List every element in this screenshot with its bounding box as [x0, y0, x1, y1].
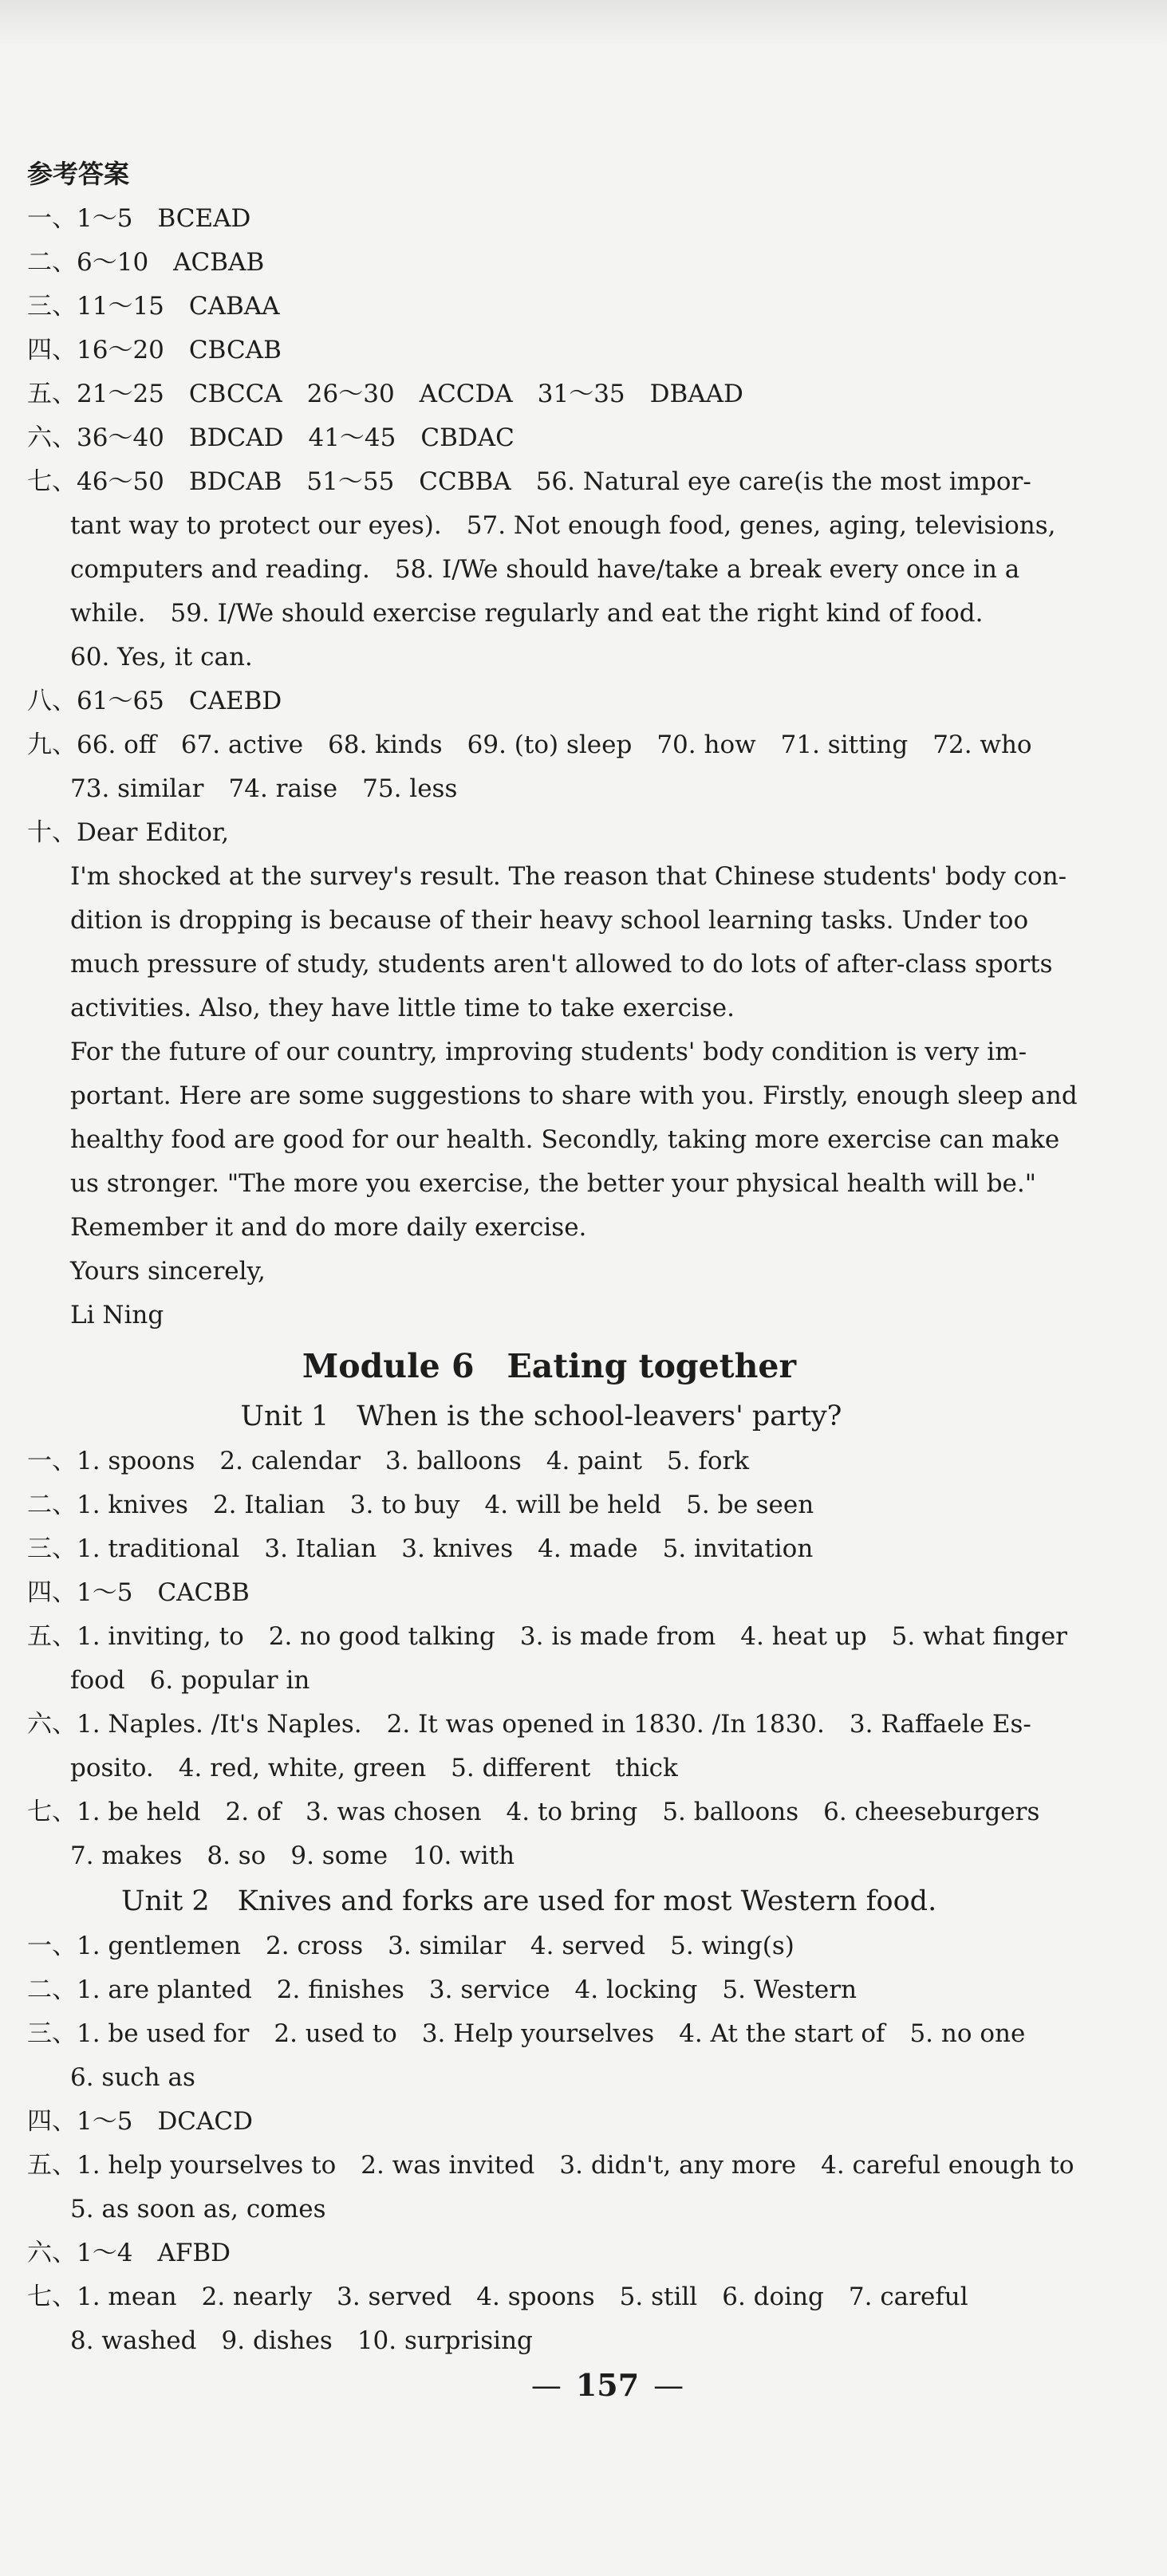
essay-line: dition is dropping is because of their heavy school learning tasks. Under too	[70, 906, 1029, 935]
essay-line: healthy food are good for our health. Secondly, taking more exercise can make	[70, 1125, 1060, 1154]
unit1-title: Unit 1 When is the school-leavers' party?	[240, 1400, 842, 1432]
essay-line: Remember it and do more daily exercise.	[70, 1213, 587, 1242]
essay-line: For the future of our country, improving students' body condition is very im-	[70, 1038, 1027, 1066]
unit1-section	[27, 1393, 1067, 1878]
answer-line-continued: 6. such as	[70, 2063, 195, 2092]
answer-line: 一、1. spoons 2. calendar 3. balloons 4. paint 5. fork	[27, 1447, 750, 1475]
page-dash-right: —	[653, 2368, 684, 2403]
answer-line: 九、66. off 67. active 68. kinds 69. (to) sleep 70. how 71. sitting 72. who	[27, 731, 1032, 759]
answer-line-continued: food 6. popular in	[70, 1666, 310, 1695]
answer-line: 二、1. are planted 2. finishes 3. service 4. locking 5. Western	[27, 1975, 858, 2004]
answer-line-continued: posito. 4. red, white, green 5. different thick	[70, 1754, 678, 1782]
answer-line: 五、21～25 CBCCA 26～30 ACCDA 31～35 DBAAD	[27, 380, 743, 408]
answer-line: 六、36～40 BDCAD 41～45 CBDAC	[27, 423, 515, 452]
answer-line: 四、16～20 CBCAB	[27, 336, 282, 364]
answer-line: 六、1. Naples. /It's Naples. 2. It was opened in 1830. /In 1830. 3. Raffaele Es-	[27, 1710, 1031, 1739]
letter-salutation: 十、Dear Editor,	[27, 818, 230, 847]
answer-line-continued: 7. makes 8. so 9. some 10. with	[70, 1841, 515, 1870]
answer-line: 三、1. traditional 3. Italian 3. knives 4. made 5. invitation	[27, 1534, 814, 1563]
answer-line-continued: 60. Yes, it can.	[70, 643, 253, 672]
section-nine	[27, 723, 1032, 811]
answer-line-continued: 73. similar 74. raise 75. less	[70, 774, 458, 803]
unit2-section	[27, 1878, 1074, 2363]
answer-line-continued: while. 59. I/We should exercise regularly and eat the right kind of food.	[70, 599, 984, 628]
scan-shadow	[0, 0, 1167, 48]
answer-line: 七、46～50 BDCAB 51～55 CCBBA 56. Natural eye care(is the most impor-	[27, 467, 1031, 496]
section-part1	[27, 197, 1023, 460]
answer-line: 一、1. gentlemen 2. cross 3. similar 4. served 5. wing(s)	[27, 1932, 794, 1960]
letter-signature: Li Ning	[70, 1301, 164, 1329]
essay-line: I'm shocked at the survey's result. The reason that Chinese students' body con-	[70, 862, 1067, 891]
module-title: Module 6 Eating together	[302, 1347, 797, 1385]
section-seven	[27, 460, 1056, 679]
answer-line: 五、1. help yourselves to 2. was invited 3. didn't, any more 4. careful enough to	[27, 2151, 1074, 2180]
answer-line: 四、1～5 CACBB	[27, 1578, 250, 1607]
answer-line: 一、1～5 BCEAD	[27, 204, 251, 233]
answer-line: 七、1. be held 2. of 3. was chosen 4. to bring 5. balloons 6. cheeseburgers	[27, 1798, 1040, 1826]
page-dash-left: —	[530, 2368, 562, 2403]
essay-line: much pressure of study, students aren't allowed to do lots of after-class sports	[70, 950, 1053, 979]
answer-line-continued: 8. washed 9. dishes 10. surprising	[70, 2326, 533, 2355]
unit2-title: Unit 2 Knives and forks are used for most Western food.	[121, 1885, 937, 1917]
answer-line: 三、11～15 CABAA	[27, 292, 280, 321]
letter-closing: Yours sincerely,	[70, 1257, 266, 1286]
answer-line: 六、1～4 AFBD	[27, 2239, 231, 2267]
essay-line: us stronger. "The more you exercise, the better your physical health will be."	[70, 1169, 1036, 1198]
answers-heading: 参考答案	[27, 159, 130, 189]
answer-line: 二、6～10 ACBAB	[27, 248, 265, 277]
essay-line: portant. Here are some suggestions to share with you. Firstly, enough sleep and	[70, 1081, 1078, 1110]
answer-line: 三、1. be used for 2. used to 3. Help yourselves 4. At the start of 5. no one	[27, 2019, 1026, 2048]
section-ten	[27, 811, 1078, 1337]
page-number: 157	[575, 2367, 640, 2403]
answer-line: 五、1. inviting, to 2. no good talking 3. is made from 4. heat up 5. what finger	[27, 1622, 1067, 1651]
answer-line: 七、1. mean 2. nearly 3. served 4. spoons 5. still 6. doing 7. careful	[27, 2283, 968, 2311]
answer-line-continued: computers and reading. 58. I/We should have/take a break every once in a	[70, 555, 1020, 584]
essay-line: activities. Also, they have little time to take exercise.	[70, 994, 735, 1022]
answer-line-continued: 5. as soon as, comes	[70, 2195, 326, 2223]
page-number-footer	[0, 2367, 1167, 2403]
answer-line: 四、1～5 DCACD	[27, 2107, 253, 2136]
answer-line: 二、1. knives 2. Italian 3. to buy 4. will be held 5. be seen	[27, 1491, 814, 1519]
section-eight: 八、61～65 CAEBD	[27, 687, 282, 715]
answer-line-continued: tant way to protect our eyes). 57. Not enough food, genes, aging, televisions,	[70, 511, 1056, 540]
